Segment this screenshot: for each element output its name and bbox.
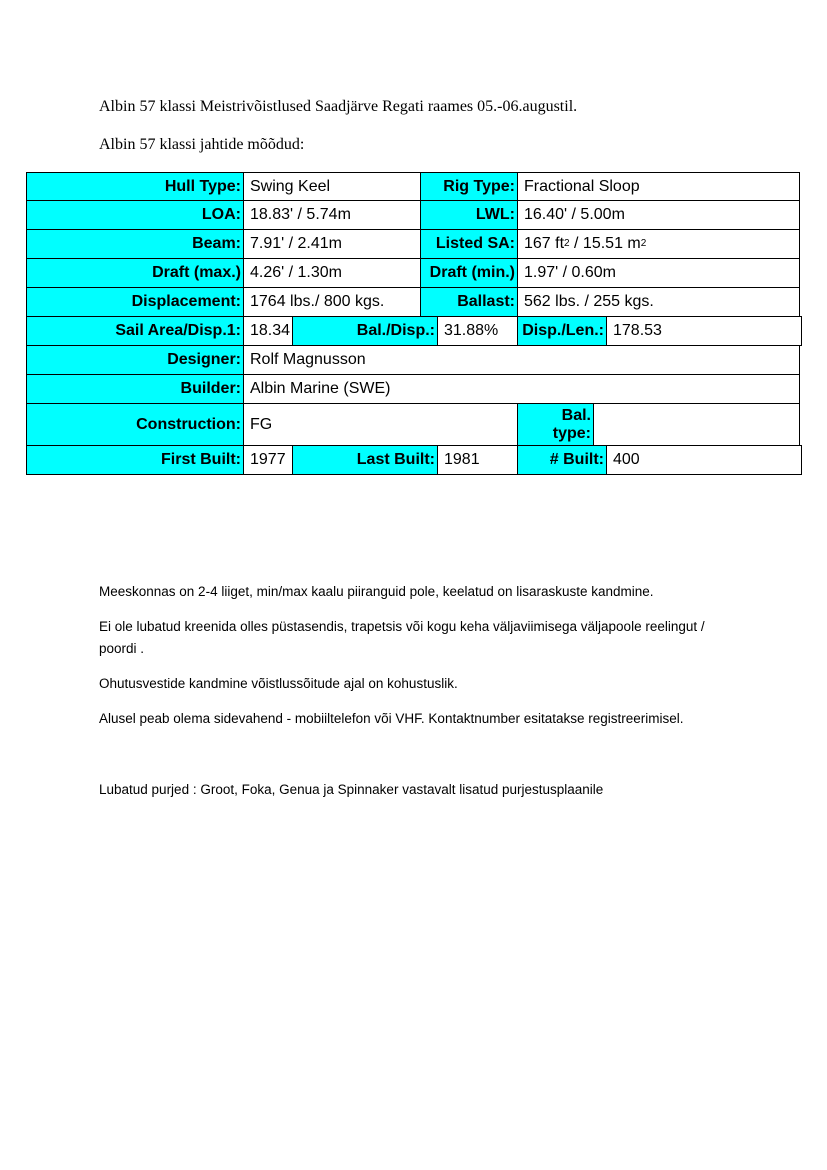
num-built-value: 400 xyxy=(606,445,802,475)
note-sails: Lubatud purjed : Groot, Foka, Genua ja Spinnaker vastavalt lisatud purjestusplaanile xyxy=(99,782,604,797)
draft-min-value: 1.97' / 0.60m xyxy=(517,258,800,288)
hull-type-label: Hull Type: xyxy=(26,172,244,201)
last-built-label: Last Built: xyxy=(292,445,438,475)
rig-type-label: Rig Type: xyxy=(420,172,518,201)
beam-label: Beam: xyxy=(26,229,244,259)
loa-value: 18.83' / 5.74m xyxy=(243,200,421,230)
builder-label: Builder: xyxy=(26,374,244,404)
hull-type-value: Swing Keel xyxy=(243,172,421,201)
num-built-label: # Built: xyxy=(517,445,607,475)
builder-value: Albin Marine (SWE) xyxy=(243,374,800,404)
designer-label: Designer: xyxy=(26,345,244,375)
beam-value: 7.91' / 2.41m xyxy=(243,229,421,259)
construction-value: FG xyxy=(243,403,518,446)
document-heading: Albin 57 klassi Meistrivõistlused Saadjärve Regati raames 05.-06.augustil. xyxy=(99,98,578,115)
rig-type-value: Fractional Sloop xyxy=(517,172,800,201)
first-built-label: First Built: xyxy=(26,445,244,475)
displacement-value: 1764 lbs./ 800 kgs. xyxy=(243,287,421,317)
lwl-label: LWL: xyxy=(420,200,518,230)
listed-sa-value-part2: / 15.51 m xyxy=(569,235,641,252)
sa-disp-label: Sail Area/Disp.1: xyxy=(26,316,244,346)
draft-max-value: 4.26' / 1.30m xyxy=(243,258,421,288)
bal-type-value xyxy=(593,403,800,446)
listed-sa-value-part1: 167 ft xyxy=(524,235,565,252)
draft-max-label: Draft (max.) xyxy=(26,258,244,288)
loa-label: LOA: xyxy=(26,200,244,230)
last-built-value: 1981 xyxy=(437,445,518,475)
first-built-value: 1977 xyxy=(243,445,293,475)
lwl-value: 16.40' / 5.00m xyxy=(517,200,800,230)
bal-disp-value: 31.88% xyxy=(437,316,518,346)
displacement-label: Displacement: xyxy=(26,287,244,317)
note-crew: Meeskonnas on 2-4 liiget, min/max kaalu piiranguid pole, keelatud on lisaraskuste kandmine. xyxy=(99,584,654,599)
disp-len-value: 178.53 xyxy=(606,316,802,346)
ballast-value: 562 lbs. / 255 kgs. xyxy=(517,287,800,317)
document-subheading: Albin 57 klassi jahtide mõõdud: xyxy=(99,136,305,153)
listed-sa-label: Listed SA: xyxy=(420,229,518,259)
ballast-label: Ballast: xyxy=(420,287,518,317)
disp-len-label: Disp./Len.: xyxy=(517,316,607,346)
bal-type-label-line1: Bal. xyxy=(561,406,591,424)
note-hiking: Ei ole lubatud kreenida olles püstasendis, trapetsis või kogu keha väljaviimisega väljapoole reelingut / poordi . xyxy=(99,619,705,656)
bal-disp-label: Bal./Disp.: xyxy=(292,316,438,346)
designer-value: Rolf Magnusson xyxy=(243,345,800,375)
listed-sa-value: 167 ft 2 / 15.51 m 2 xyxy=(517,229,800,259)
note-lifejackets: Ohutusvestide kandmine võistlussõitude ajal on kohustuslik. xyxy=(99,676,458,691)
bal-type-label-line2: type: xyxy=(552,424,591,442)
note-communication: Alusel peab olema sidevahend - mobiiltelefon või VHF. Kontaktnumber esitatakse registreerimisel. xyxy=(99,711,684,726)
bal-type-label xyxy=(517,403,594,446)
sa-disp-value: 18.34 xyxy=(243,316,293,346)
draft-min-label: Draft (min.) xyxy=(420,258,518,288)
construction-label: Construction: xyxy=(26,403,244,446)
